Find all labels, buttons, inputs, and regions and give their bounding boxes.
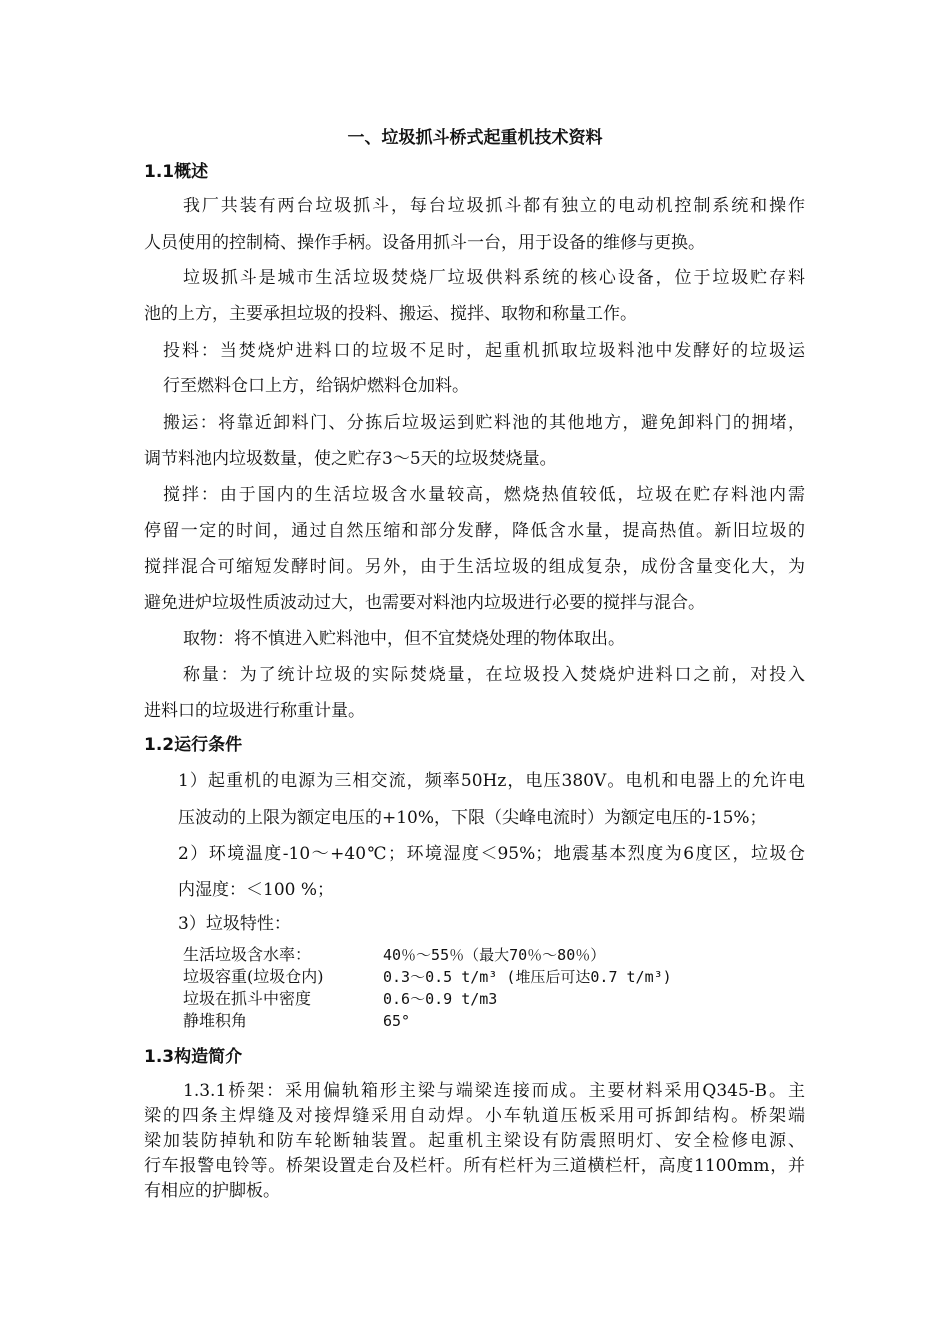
paragraph-line: 压波动的上限为额定电压的+10%，下限（尖峰电流时）为额定电压的-15%； — [178, 808, 767, 828]
paragraph-line: 进料口的垃圾进行称重计量。 — [144, 701, 365, 721]
paragraph-line: 人员使用的控制椅、操作手柄。设备用抓斗一台，用于设备的维修与更换。 — [144, 233, 705, 253]
paragraph-line: 行车报警电铃等。桥架设置走台及栏杆。所有栏杆为三道横栏杆，高度1100mm，并 — [144, 1156, 805, 1176]
paragraph-line: 垃圾抓斗是城市生活垃圾焚烧厂垃圾供料系统的核心设备，位于垃圾贮存料 — [183, 268, 805, 288]
paragraph-line: 2）环境温度-10～+40℃；环境湿度＜95%；地震基本烈度为6度区，垃圾仓 — [178, 844, 805, 864]
property-row — [183, 966, 672, 988]
section-heading-structure: 1.3构造简介 — [144, 1047, 243, 1067]
property-row — [183, 944, 672, 966]
property-value: 0.6～0.9 t/m3 — [383, 990, 498, 1008]
paragraph-line: 3）垃圾特性： — [178, 914, 291, 934]
paragraph-line: 搅拌：由于国内的生活垃圾含水量较高，燃烧热值较低，垃圾在贮存料池内需 — [163, 485, 805, 505]
property-value: 40％～55％（最大70％～80％） — [383, 946, 606, 964]
property-value: 0.3～0.5 t/m³ (堆压后可达0.7 t/m³) — [383, 968, 672, 986]
property-name: 垃圾容重(垃圾仓内) — [183, 967, 324, 986]
paragraph-line: 梁加装防掉轨和防车轮断轴装置。起重机主梁设有防震照明灯、安全检修电源、 — [144, 1131, 805, 1151]
property-value: 65° — [383, 1012, 411, 1030]
document-title: 一、垃圾抓斗桥式起重机技术资料 — [347, 128, 603, 148]
property-row — [183, 1010, 672, 1032]
paragraph-line: 内湿度：＜100 %； — [178, 880, 335, 900]
section-heading-overview: 1.1概述 — [144, 162, 209, 182]
property-name: 生活垃圾含水率： — [183, 945, 312, 964]
paragraph-line: 1.3.1桥架：采用偏轨箱形主梁与端梁连接而成。主要材料采用Q345-B。主 — [183, 1081, 805, 1101]
paragraph-line: 梁的四条主焊缝及对接焊缝采用自动焊。小车轨道压板采用可拆卸结构。桥架端 — [144, 1106, 805, 1126]
paragraph-line: 有相应的护脚板。 — [144, 1181, 280, 1201]
waste-properties-list — [183, 944, 672, 1032]
property-name: 静堆积角 — [183, 1011, 248, 1030]
paragraph-line: 停留一定的时间，通过自然压缩和部分发酵，降低含水量，提高热值。新旧垃圾的 — [144, 521, 805, 541]
paragraph-line: 行至燃料仓口上方，给锅炉燃料仓加料。 — [163, 376, 469, 396]
paragraph-line: 池的上方，主要承担垃圾的投料、搬运、搅拌、取物和称量工作。 — [144, 304, 637, 324]
paragraph-line: 投料：当焚烧炉进料口的垃圾不足时，起重机抓取垃圾料池中发酵好的垃圾运 — [163, 341, 805, 361]
property-name: 垃圾在抓斗中密度 — [183, 989, 312, 1008]
section-heading-operating-conditions: 1.2运行条件 — [144, 735, 243, 755]
paragraph-line: 称量：为了统计垃圾的实际焚烧量，在垃圾投入焚烧炉进料口之前，对投入 — [183, 665, 805, 685]
paragraph-line: 我厂共装有两台垃圾抓斗，每台垃圾抓斗都有独立的电动机控制系统和操作 — [183, 196, 805, 216]
paragraph-line: 调节料池内垃圾数量，使之贮存3～5天的垃圾焚烧量。 — [144, 449, 557, 469]
paragraph-line: 搬运：将靠近卸料门、分拣后垃圾运到贮料池的其他地方，避免卸料门的拥堵， — [163, 413, 805, 433]
paragraph-line: 1）起重机的电源为三相交流，频率50Hz，电压380V。电机和电器上的允许电 — [178, 771, 805, 791]
paragraph-line: 取物：将不慎进入贮料池中，但不宜焚烧处理的物体取出。 — [183, 629, 625, 649]
property-row — [183, 988, 672, 1010]
paragraph-line: 避免进炉垃圾性质波动过大，也需要对料池内垃圾进行必要的搅拌与混合。 — [144, 593, 705, 613]
paragraph-line: 搅拌混合可缩短发酵时间。另外，由于生活垃圾的组成复杂，成份含量变化大，为 — [144, 557, 805, 577]
